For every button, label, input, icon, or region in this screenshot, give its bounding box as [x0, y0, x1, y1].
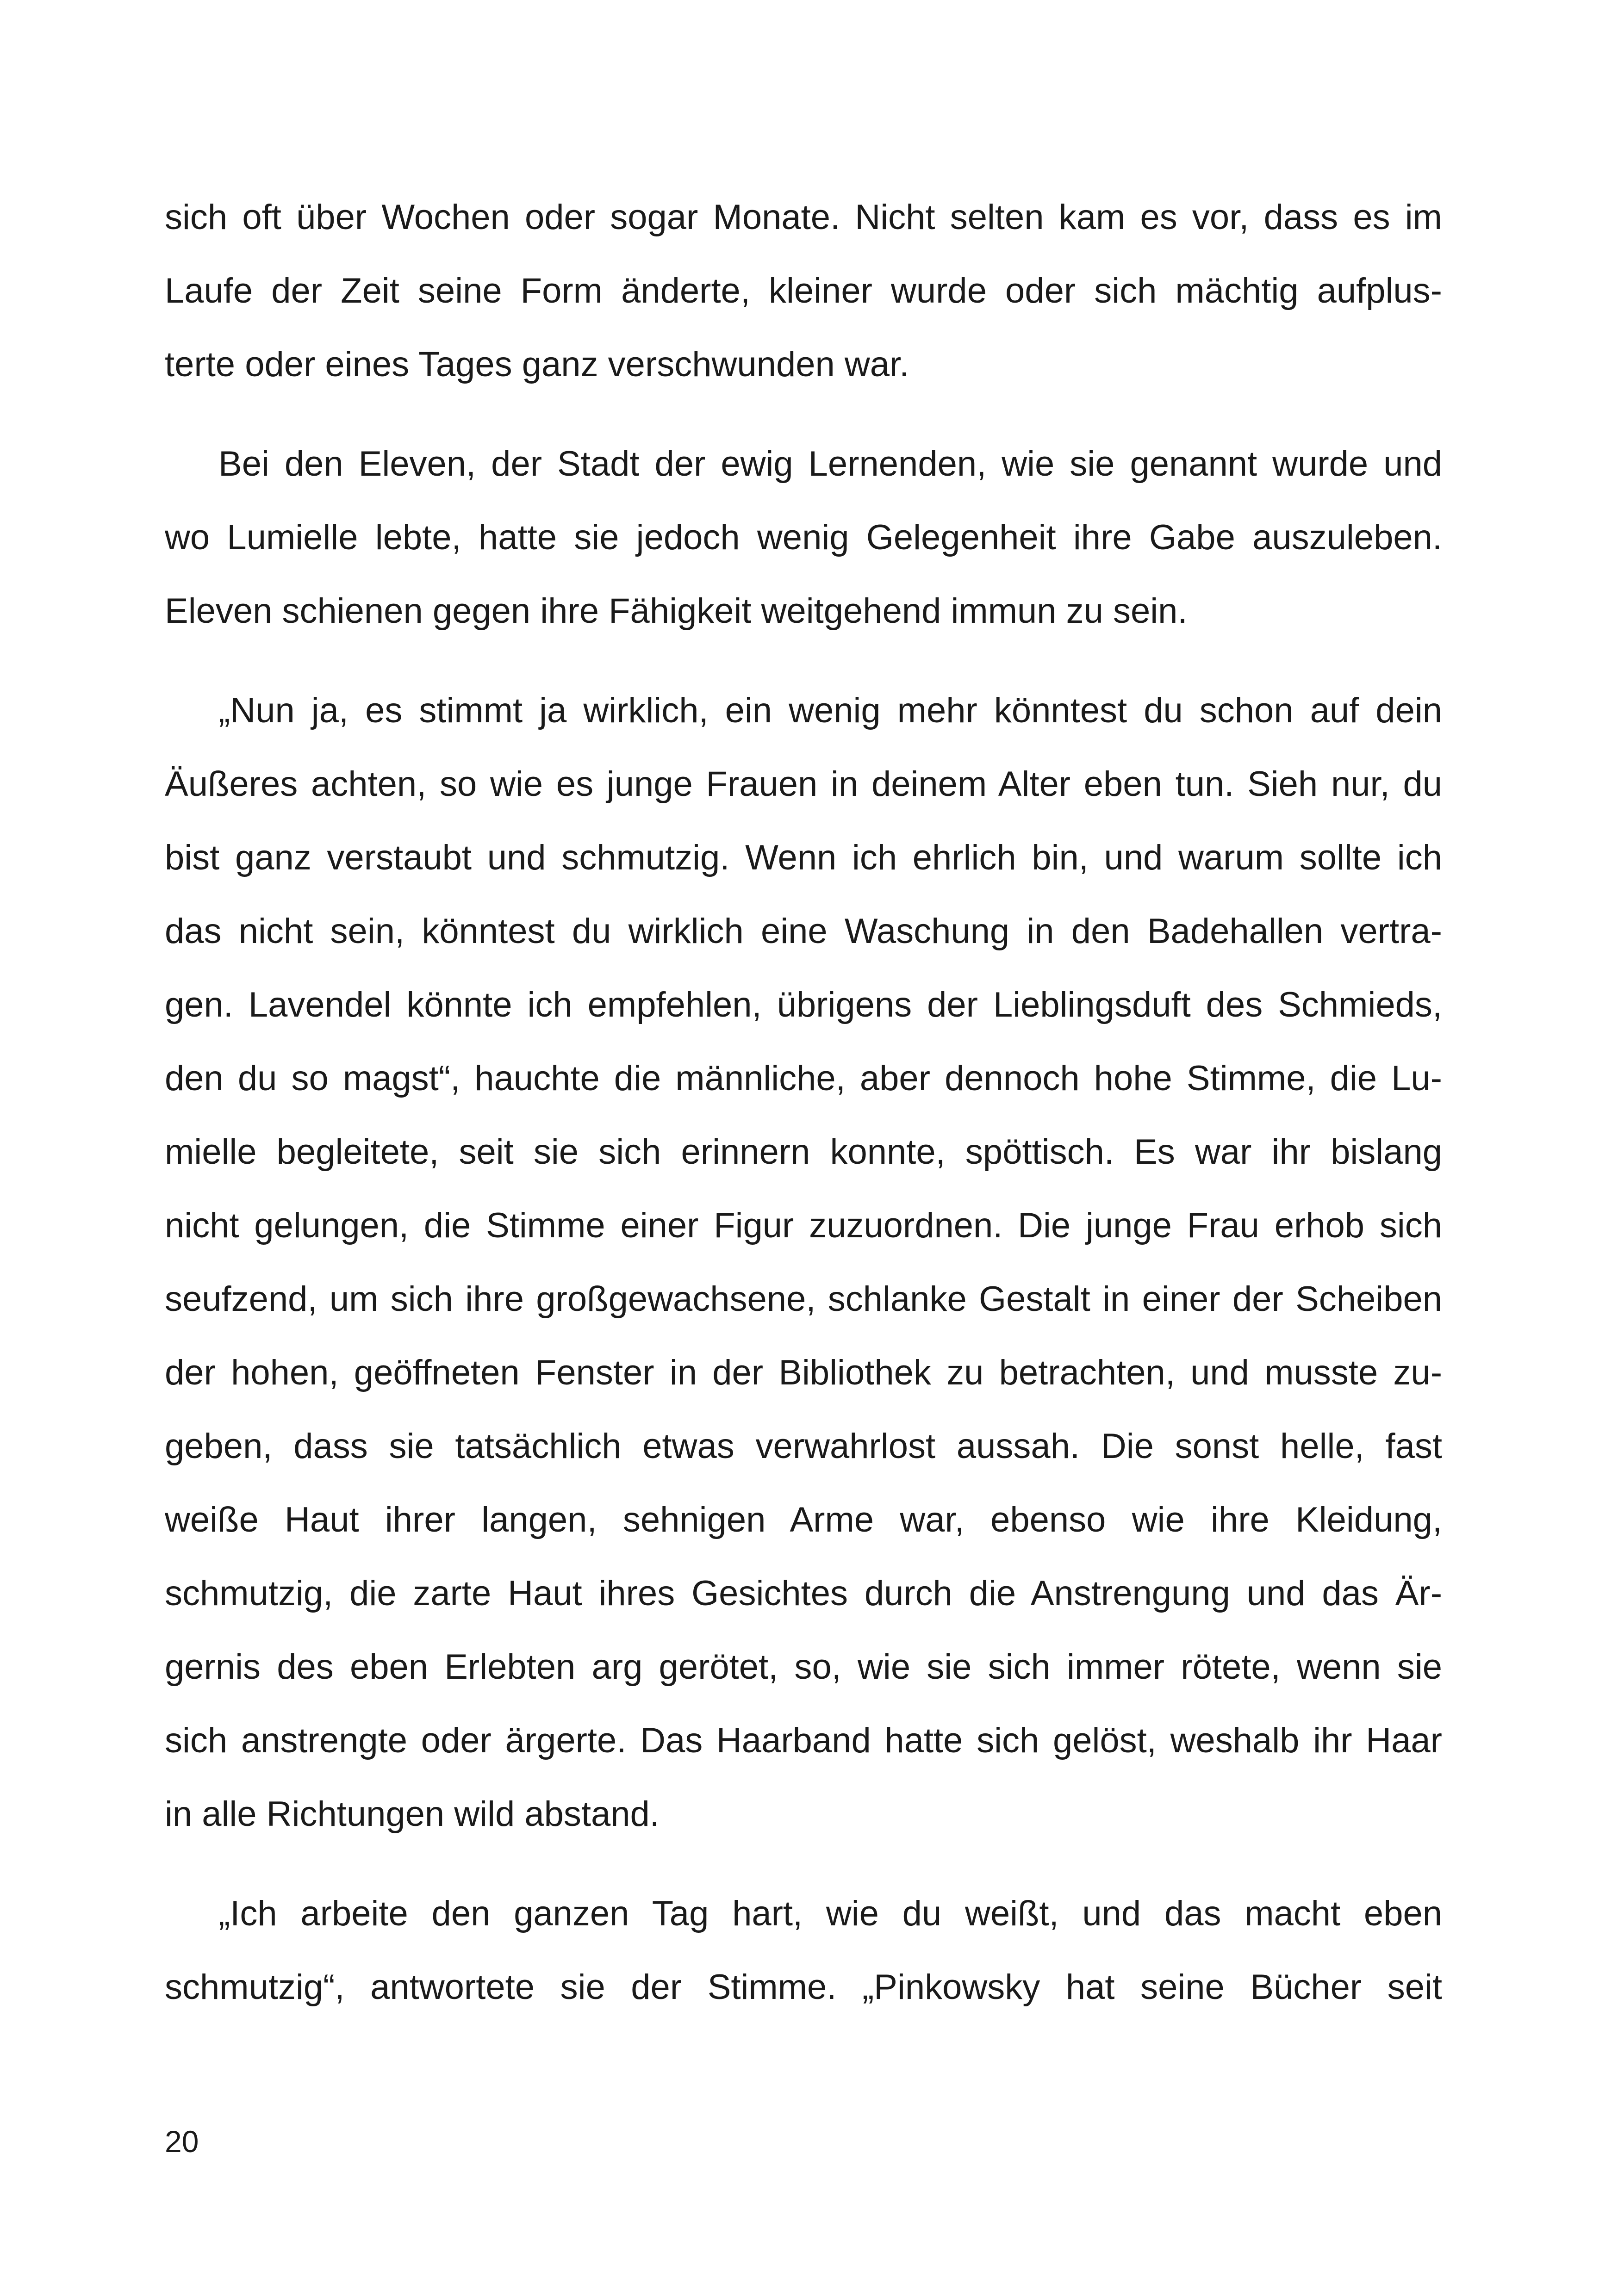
- paragraph: [165, 674, 1442, 1851]
- text-line: Äußeres achten, so wie es junge Frauen in deinem Alter eben tun. Sieh nur, du: [165, 764, 1442, 804]
- text-line: gen. Lavendel könnte ich empfehlen, übrigens der Lieblingsduft des Schmieds,: [165, 985, 1442, 1024]
- text-line: „Nun ja, es stimmt ja wirklich, ein wenig mehr könntest du schon auf dein: [218, 691, 1442, 730]
- text-line: sich oft über Wochen oder sogar Monate. Nicht selten kam es vor, dass es im: [165, 198, 1442, 237]
- text-line: schmutzig“, antwortete sie der Stimme. „Pinkowsky hat seine Bücher seit: [165, 1967, 1442, 2007]
- text-line: den du so magst“, hauchte die männliche, aber dennoch hohe Stimme, die Lu-: [165, 1059, 1442, 1098]
- text-line: sich anstrengte oder ärgerte. Das Haarband hatte sich gelöst, weshalb ihr Haar: [165, 1721, 1442, 1760]
- text-line: in alle Richtungen wild abstand.: [165, 1794, 660, 1834]
- body-text: [165, 180, 1442, 2050]
- text-line: schmutzig, die zarte Haut ihres Gesichtes durch die Anstrengung und das Är-: [165, 1574, 1442, 1613]
- text-line: seufzend, um sich ihre großgewachsene, schlanke Gestalt in einer der Scheiben: [165, 1279, 1442, 1319]
- text-line: Bei den Eleven, der Stadt der ewig Lernenden, wie sie genannt wurde und: [218, 444, 1442, 484]
- text-line: weiße Haut ihrer langen, sehnigen Arme war, ebenso wie ihre Kleidung,: [165, 1500, 1442, 1539]
- paragraph: [165, 427, 1442, 648]
- paragraph: [165, 180, 1442, 401]
- text-line: nicht gelungen, die Stimme einer Figur zuzuordnen. Die junge Frau erhob sich: [165, 1206, 1442, 1245]
- text-line: geben, dass sie tatsächlich etwas verwahrlost aussah. Die sonst helle, fast: [165, 1427, 1442, 1466]
- page-number: 20: [165, 2124, 199, 2159]
- text-line: gernis des eben Erlebten arg gerötet, so, wie sie sich immer rötete, wenn sie: [165, 1647, 1442, 1687]
- text-line: „Ich arbeite den ganzen Tag hart, wie du weißt, und das macht eben: [218, 1894, 1442, 1933]
- text-line: wo Lumielle lebte, hatte sie jedoch wenig Gelegenheit ihre Gabe auszuleben.: [165, 518, 1442, 557]
- text-line: der hohen, geöffneten Fenster in der Bibliothek zu betrachten, und musste zu-: [165, 1353, 1442, 1392]
- text-line: das nicht sein, könntest du wirklich eine Waschung in den Badehallen vertra-: [165, 912, 1442, 951]
- text-line: mielle begleitete, seit sie sich erinnern konnte, spöttisch. Es war ihr bislang: [165, 1132, 1442, 1172]
- paragraph: [165, 1877, 1442, 2024]
- text-line: Eleven schienen gegen ihre Fähigkeit weitgehend immun zu sein.: [165, 591, 1188, 631]
- text-line: Laufe der Zeit seine Form änderte, kleiner wurde oder sich mächtig aufplus-: [165, 271, 1442, 310]
- text-line: bist ganz verstaubt und schmutzig. Wenn ich ehrlich bin, und warum sollte ich: [165, 838, 1442, 877]
- text-line: terte oder eines Tages ganz verschwunden war.: [165, 345, 909, 384]
